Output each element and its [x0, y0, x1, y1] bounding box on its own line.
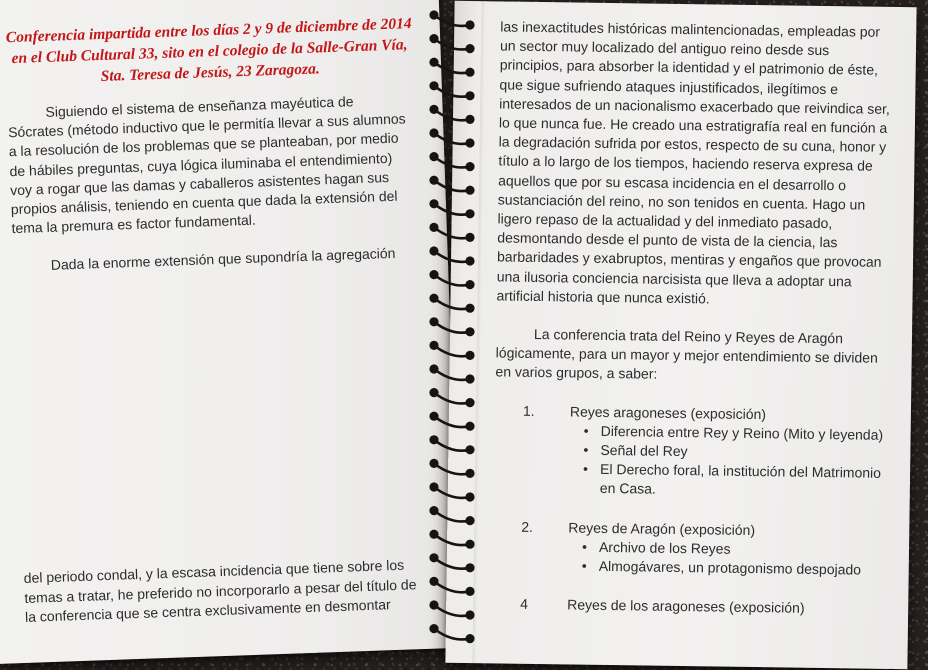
- paragraph-intro: Siguiendo el sistema de enseñanza mayéutica de Sócrates (método inductivo que le permitía llevar a sus alumnos a la resolución de los problemas que se planteaban, por medio de hábiles preguntas, cuya lógica iluminaba el entendimiento) voy a rogar que las damas y caballeros asistentes hagan sus propios análisis, teniendo en cuenta que dada la extensión del tema la premura es factor fundamental.: [7, 93, 406, 237]
- bullet-text: Archivo de los Reyes: [598, 538, 731, 557]
- list-label: Reyes de Aragón (exposición): [568, 519, 756, 538]
- bullet-icon: •: [581, 557, 587, 574]
- bullet-text: Almogávares, un protagonismo despojado: [598, 557, 862, 578]
- bullet-icon: •: [583, 441, 589, 458]
- bullet-icon: •: [583, 460, 589, 477]
- paragraph-bottom: del periodo condal, y la escasa incidencia que tiene sobre los temas a tratar, he preferido no incorporarlo a pesar del título de la conferencia que se centra exclusivamente en desmontar: [23, 557, 417, 625]
- list-marker: 2.: [521, 518, 534, 535]
- list-marker: 1.: [522, 402, 535, 419]
- bullet-text: Diferencia entre Rey y Reino (Mito y leyenda): [600, 422, 884, 443]
- left-page-body: [0, 89, 448, 278]
- list-label: Reyes aragoneses (exposición): [569, 403, 767, 422]
- list-item: [492, 595, 888, 620]
- paragraph-dada: Dada la enorme extensión que supondría la agregación: [50, 245, 396, 274]
- bullet-item: [583, 460, 891, 503]
- conference-title: Conferencia impartida entre los días 2 y 9 de diciembre de 2014 en el Club Cultural 33, sito en el colegio de la Salle-Gran Vía, Sta. Teresa de Jesús, 23 Zaragoza.: [5, 15, 412, 85]
- bullet-text: Señal del Rey: [600, 441, 688, 460]
- list-marker: 4: [520, 596, 529, 613]
- paragraph-conferencia: La conferencia trata del Reino y Reyes de Aragón lógicamente, para un mayor y mejor entendimiento se dividen en varios grupos, a saber:: [495, 325, 878, 383]
- paragraph-continuation: las inexactitudes históricas malintencionadas, empleadas por un sector muy localizado del antiguo reino desde sus principios, para absorber la identidad y el patrimonio de éste, que sigue sufriendo ataques injustificados, ilegítimos e interesados de un nacionalismo exacerbado que reivindica ser, lo que nunca fue. He creado una estratigrafía real en función a la degradación sufrida por estos, respecto de su cuna, honor y título a lo largo de los tiempos, haciendo reserva expresa de aquellos que por su escasa incidencia en el desarrollo o sustanciación del reino, no son tenidos en cuenta. Hago un ligero repaso de la actualidad y del inmediato pasado, desmontando desde el punto de vista de la ciencia, las barbaridades y exabruptos, mentiras y engaños que provocan una ilusoria conciencia narcisista que lleva a adoptar una artificial historia que nunca existió.: [496, 18, 890, 307]
- list-label: Reyes de los aragoneses (exposición): [567, 596, 805, 617]
- right-page-body: [446, 1, 917, 620]
- left-page: [0, 0, 461, 664]
- bullet-text: El Derecho foral, la institución del Matrimonio en Casa.: [599, 461, 882, 498]
- topics-list: [492, 401, 891, 619]
- bullet-icon: •: [583, 422, 589, 439]
- bullet-icon: •: [581, 538, 588, 555]
- right-page: [445, 1, 916, 669]
- bullet-item: [582, 557, 889, 580]
